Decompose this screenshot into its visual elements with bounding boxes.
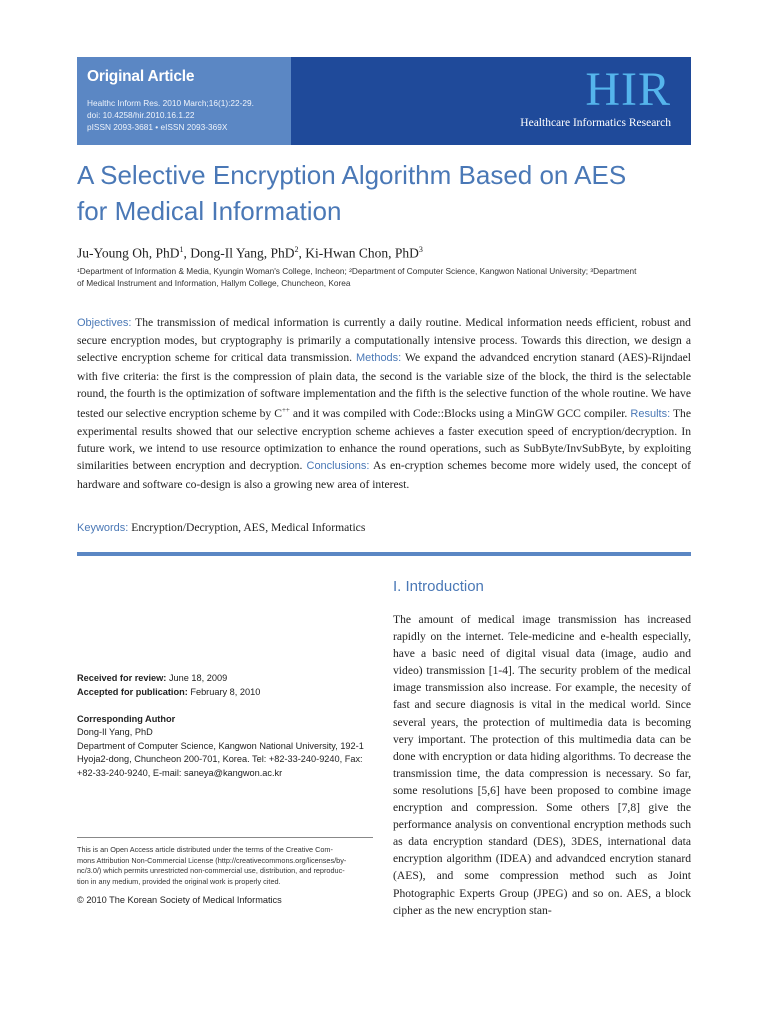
author-1-affil: 1 <box>179 245 184 254</box>
objectives-label: Objectives: <box>77 317 132 329</box>
license-text <box>77 845 375 887</box>
author-1: Ju-Young Oh, PhD <box>77 245 180 261</box>
affiliations-line-2: of Medical Instrument and Information, Hallym College, Chuncheon, Korea <box>77 278 351 288</box>
methods-text: We expand the advandced encrytion stanard (AES)-Rijndael with five criteria: the first is the compression of plain data, the second is the variable size of the block, the third is the selectable round, the fourth is the optimization of software implementation and the fifth is the selective function of the whole routine. We have tested our selective encryption scheme by C <box>77 351 691 420</box>
received-line <box>77 672 227 686</box>
methods-superscript: ++ <box>281 406 290 415</box>
methods-text-cont: and it was compiled with Code::Blocks using a MinGW GCC compiler. <box>292 406 628 420</box>
results-text: The experimental results showed that our selective encryption scheme achieves a faster execution speed of encryption/decryption. In future work, we intend to use resource optimization to enhance the round operations, such as SubByte/InvSubByte, by exploiting similarities between encryption and decryption. <box>77 406 691 473</box>
keywords-label: Keywords: <box>77 522 129 534</box>
affiliations-line-1: ¹Department of Information & Media, Kyungin Woman's College, Incheon; ²Department of Computer Science, Kangwon National University; ³Department <box>77 266 637 276</box>
author-2: Dong-Il Yang, PhD <box>190 245 295 261</box>
doi-text: doi: 10.4258/hir.2010.16.1.22 <box>87 110 195 120</box>
objectives-text: The transmission of medical information is currently a daily routine. Medical information needs efficient, robust and secure encryption modes, but cryptography is primarily a computationally intensive process. Towards this direction, we design a selective encryption scheme for critical data transmission. <box>77 316 691 365</box>
introduction-text: The amount of medical image transmission has increased rapidly on the internet. Tele-medicine and e-health especially, have a basic need of digital visual data (image, audio and video) transmission [1-4]. The security problem of the medical image transmission also increase. For example, the necesity of fast and secure diagnosis is vital in the medical world. Since several years, the protection of multimedia data is becoming very important. The protection of this multimedia data can be done with encryption or data hiding algorithms. To decrease the transmission time, the data compression is necessary. So far, some resolutions [5,6] have been proposed to combine image encryption and compression. Some others [7,8] give the performance analysis on conventional encryption methods such as data encryption standard (DES), 3DES, international data encryption algorithm (IDEA) and advandced encrytion stanard (AES), and some compression method such as Joint Photographic Experts Group (JPEG) and so on. AES, a block cipher as the new encryption stan- <box>393 613 691 917</box>
keywords-text: Encryption/Decryption, AES, Medical Informatics <box>131 521 366 534</box>
keywords <box>77 521 365 534</box>
corresponding-address-1: Department of Computer Science, Kangwon National University, 192-1 <box>77 741 364 751</box>
results-label: Results: <box>630 407 671 420</box>
accepted-line <box>77 686 260 700</box>
license-line-3: nc/3.0/) which permits unrestricted non-commercial use, distribution, and reproduc- <box>77 866 345 876</box>
article-title-line-2: for Medical Information <box>77 196 342 226</box>
conclusions-label: Conclusions: <box>306 460 370 473</box>
received-label: Received for review: <box>77 673 167 683</box>
copyright-notice: © 2010 The Korean Society of Medical Informatics <box>77 895 282 905</box>
article-type-label: Original Article <box>87 68 195 85</box>
journal-name: Healthcare Informatics Research <box>520 117 671 129</box>
journal-logo: HIR <box>585 63 671 116</box>
accepted-date: February 8, 2010 <box>190 687 261 697</box>
author-2-affil: 2 <box>294 245 299 254</box>
methods-label: Methods: <box>355 352 402 365</box>
corresponding-address-2: Hyoja2-dong, Chuncheon 200-701, Korea. Tel: +82-33-240-9240, Fax: <box>77 754 363 764</box>
article-title-line-1: A Selective Encryption Algorithm Based on AES <box>77 160 627 190</box>
corresponding-address-3: +82-33-240-9240, E-mail: saneya@kangwon.ac.kr <box>77 768 283 778</box>
issn-text: pISSN 2093-3681 • eISSN 2093-369X <box>87 122 228 132</box>
corresponding-author-name: Dong-Il Yang, PhD <box>77 727 153 737</box>
accepted-label: Accepted for publication: <box>77 687 188 697</box>
citation-text: Healthc Inform Res. 2010 March;16(1):22-29. <box>87 98 254 108</box>
license-separator <box>77 837 373 838</box>
section-divider <box>77 552 691 556</box>
license-line-2: mons Attribution Non-Commercial License (http://creativecommons.org/licenses/by- <box>77 855 347 865</box>
received-date: June 18, 2009 <box>168 673 228 683</box>
introduction-heading: I. Introduction <box>393 578 484 595</box>
conclusions-text: As en-cryption schemes become more widely used, the concept of hardware and software co-design is also a growing new area of interest. <box>77 459 691 491</box>
author-list: Ju-Young Oh, PhD$^1$, Dong-Il Yang, PhD$^2$, Ki-Hwan Chon, PhD$^3$ <box>77 245 423 261</box>
author-3-affil: 3 <box>418 245 423 254</box>
abstract <box>77 314 691 493</box>
license-line-1: This is an Open Access article distributed under the terms of the Creative Com- <box>77 845 333 854</box>
license-line-4: tion in any medium, provided the original work is properly cited. <box>77 876 281 886</box>
corresponding-author-label: Corresponding Author <box>77 714 176 724</box>
author-3: Ki-Hwan Chon, PhD <box>305 245 419 261</box>
